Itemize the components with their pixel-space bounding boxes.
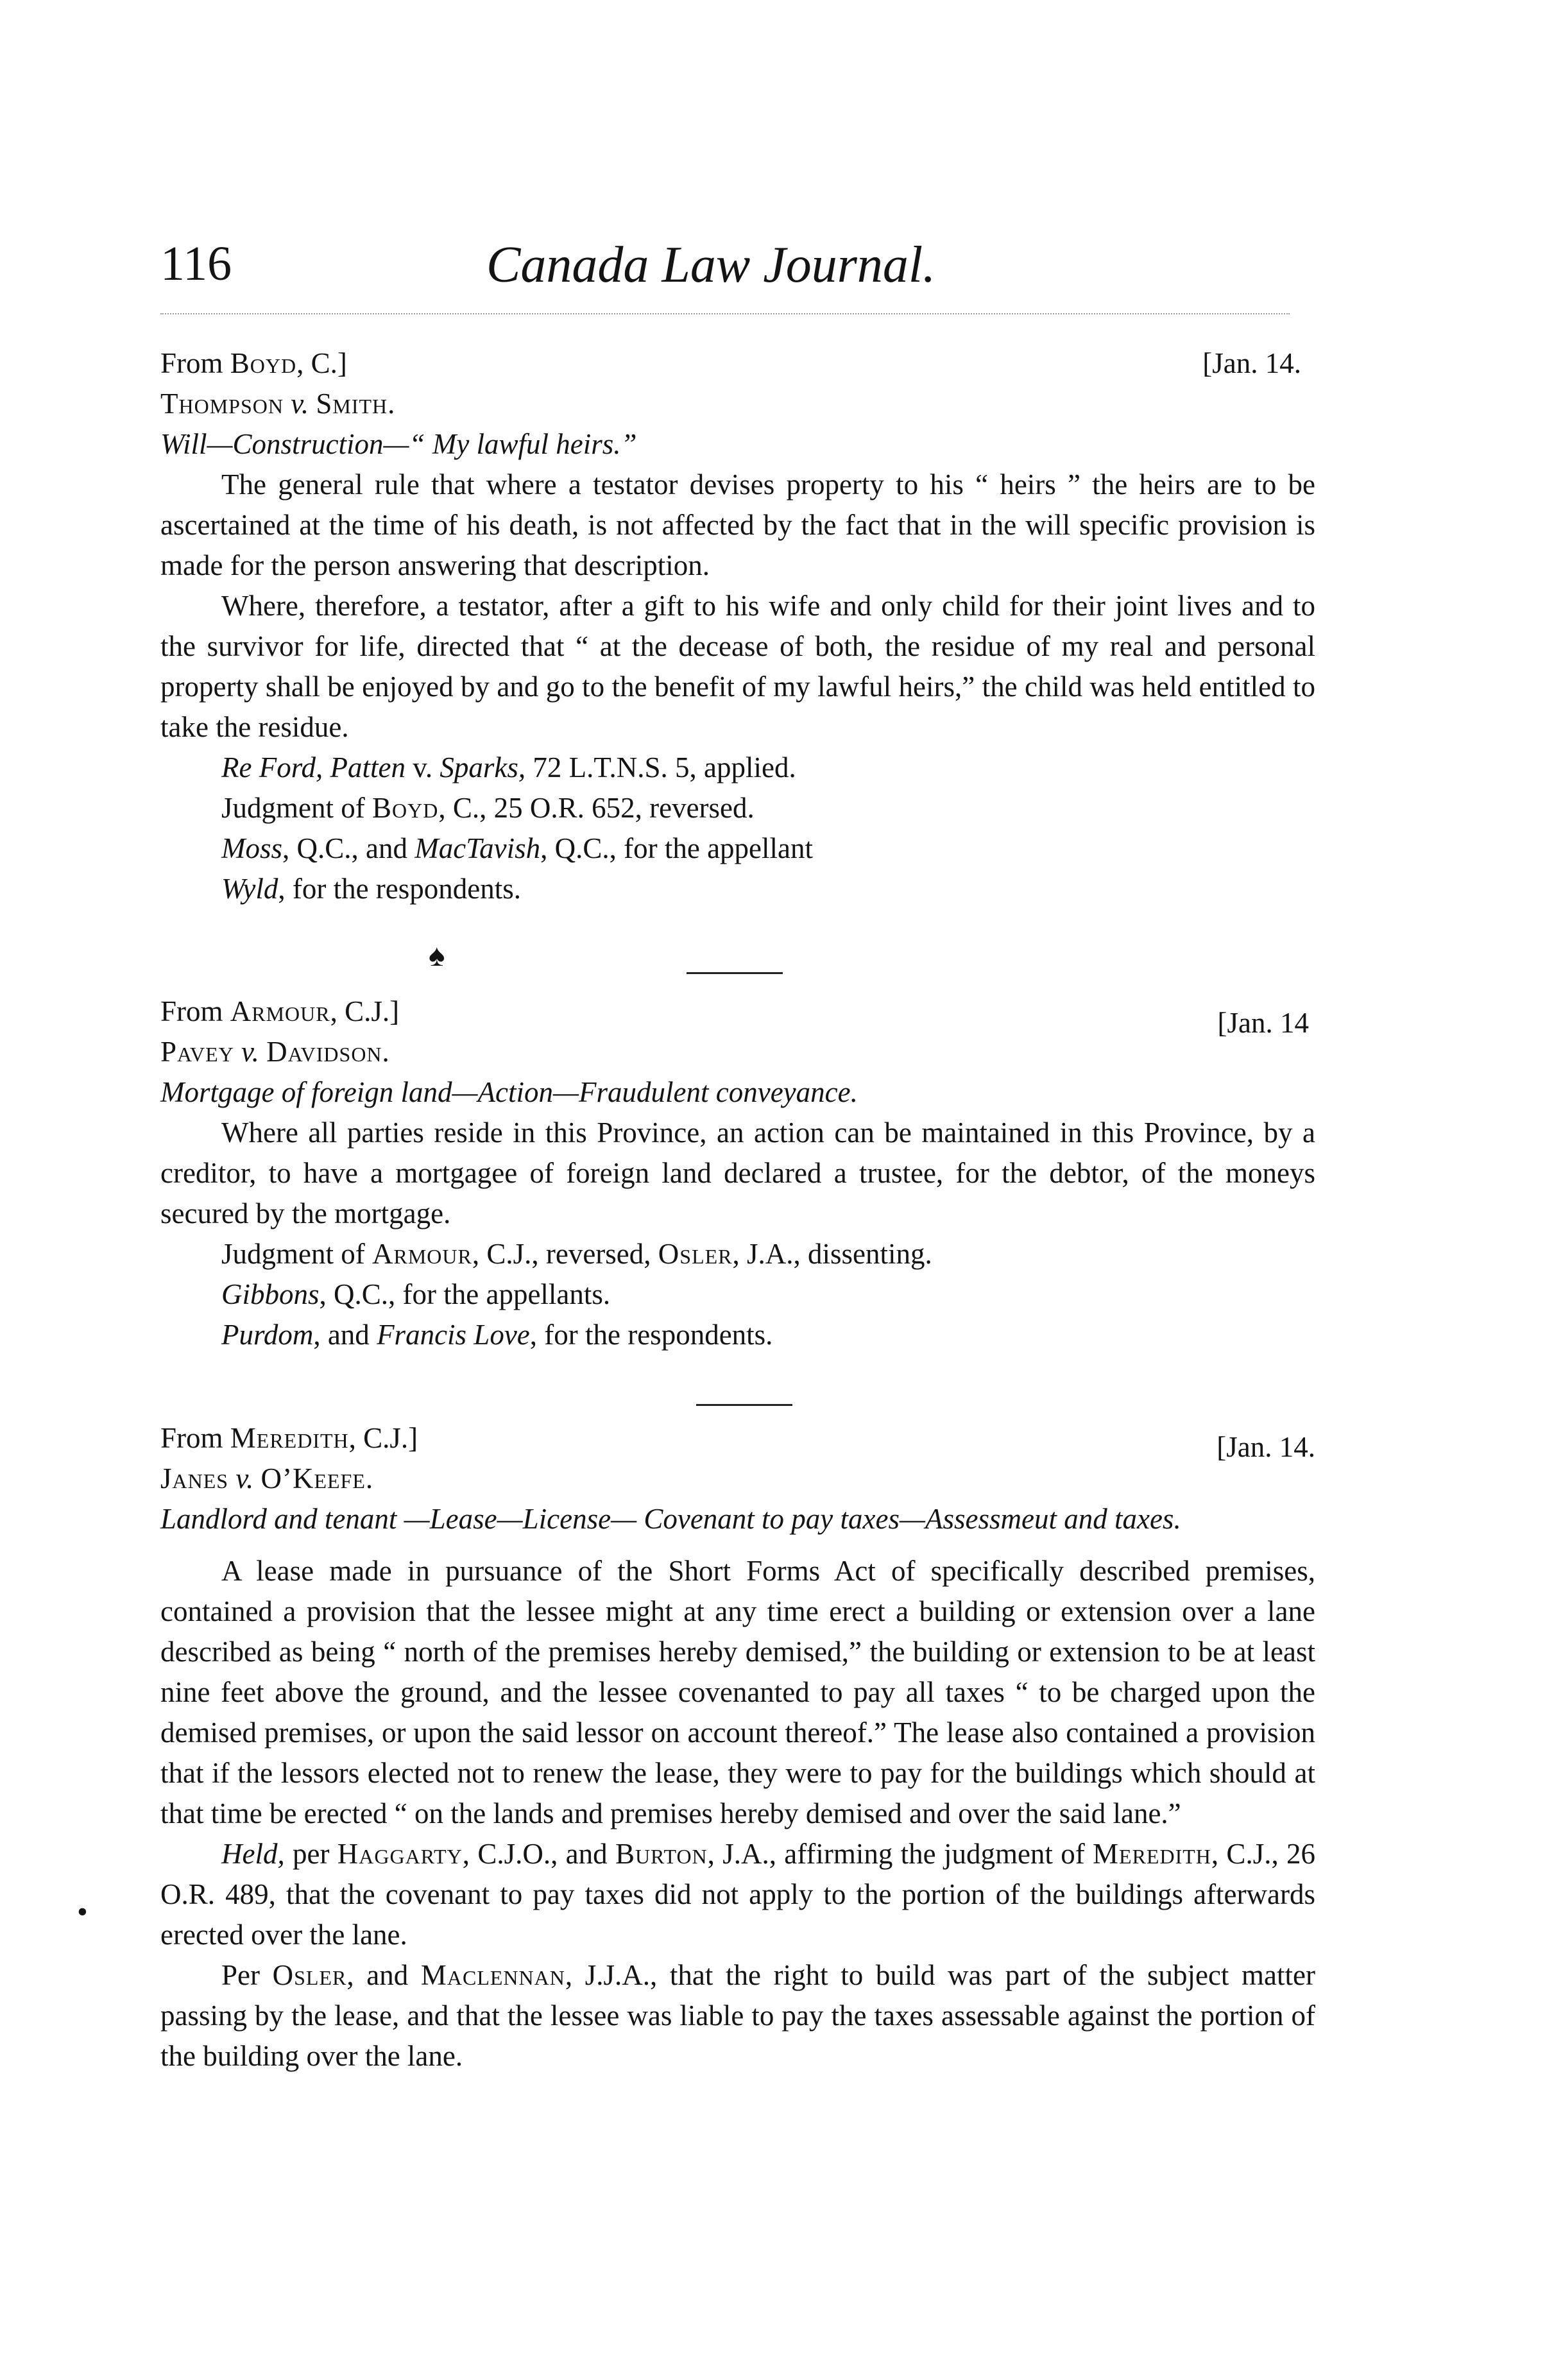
from-line: From Meredith, C.J.] <box>160 1422 418 1454</box>
case-thompson-v-smith <box>160 343 1315 909</box>
held-paragraph: Held, per Haggarty, C.J.O., and Burton, J.A., affirming the judgment of Meredith, C.J., 26 O.R. 489, that the covenant to pay taxes did not apply to the portion of the buildings afterwards erected over the lane. <box>160 1838 1316 1951</box>
counsel-line: Purdom, and Francis Love, for the respondents. <box>221 1319 773 1351</box>
case-paragraph: Where, therefore, a testator, after a gift to his wife and only child for their joint lives and to the survivor for life, directed that “ at the decease of both, the residue of my real and personal property shall be enjoyed by and go to the benefit of my lawful heirs,” the child was held entitled to take the residue. <box>160 590 1315 743</box>
case-paragraph: A lease made in pursuance of the Short Forms Act of specifically described premises, contained a provision that the lessee might at any time erect a building or extension over a lane described as being “ north of the premises hereby demised,” the building or extension to be at least nine feet above the ground, and the lessee covenanted to pay all taxes “ to be charged upon the demised premises, or upon the said lessor on account thereof.” The lease also contained a provision that if the lessors elected not to renew the lease, they were to pay for the buildings which should at that time be erected “ on the lands and premises hereby demised and over the said lane.” <box>160 1555 1315 1829</box>
running-header <box>160 236 1283 307</box>
header-rule <box>160 313 1290 314</box>
per-paragraph: Per Osler, and Maclennan, J.J.A., that the right to build was part of the subject matter passing by the lease, and that the lessee was liable to pay the taxes assessable against the portion of the building over the lane. <box>160 1959 1315 2072</box>
case-date: [Jan. 14. <box>1216 1431 1315 1463</box>
page-number: 116 <box>160 237 232 291</box>
judgment-line: Judgment of Armour, C.J., reversed, Osler, J.A., dissenting. <box>221 1238 932 1270</box>
from-line: From Armour, C.J.] <box>160 995 400 1027</box>
judgment-line: Judgment of Boyd, C., 25 O.R. 652, reversed. <box>221 792 755 824</box>
case-paragraph: Where all parties reside in this Province, an action can be maintained in this Province, by a creditor, to have a mortgagee of foreign land declared a trustee, for the debtor, of the moneys secured by the mortgage. <box>160 1117 1315 1229</box>
case-title: Pavey v. Davidson. <box>160 1036 390 1068</box>
counsel-line: Moss, Q.C., and MacTavish, Q.C., for the appellant <box>221 832 813 864</box>
section-divider <box>687 972 783 974</box>
counsel-line: Wyld, for the respondents. <box>221 873 521 905</box>
from-line: From Boyd, C.] <box>160 347 347 379</box>
case-janes-v-okeefe <box>160 1418 1315 2076</box>
margin-dot: • <box>77 1895 88 1929</box>
case-pavey-v-davidson <box>160 991 1315 1355</box>
case-subject: Landlord and tenant —Lease—License— Covenant to pay taxes—Assessmeut and taxes. <box>160 1503 1181 1535</box>
case-subject: Mortgage of foreign land—Action—Fraudulent conveyance. <box>160 1076 858 1108</box>
case-date: [Jan. 14. <box>1202 347 1301 379</box>
case-paragraph: The general rule that where a testator devises property to his “ heirs ” the heirs are to be ascertained at the time of his death, is not affected by the fact that in the will specific provision is made for the person answering that description. <box>160 468 1315 581</box>
case-title: Thompson v. Smith. <box>160 388 396 420</box>
case-citation: Re Ford, Patten v. Sparks, 72 L.T.N.S. 5, applied. <box>221 751 796 783</box>
section-divider <box>696 1404 792 1406</box>
case-date: [Jan. 14 <box>1217 1007 1309 1039</box>
counsel-line: Gibbons, Q.C., for the appellants. <box>221 1278 611 1310</box>
case-title: Janes v. O’Keefe. <box>160 1462 374 1494</box>
running-title: Canada Law Journal. <box>486 237 936 293</box>
printer-mark: ♠ <box>429 939 445 973</box>
case-subject: Will—Construction—“ My lawful heirs.” <box>160 428 637 460</box>
